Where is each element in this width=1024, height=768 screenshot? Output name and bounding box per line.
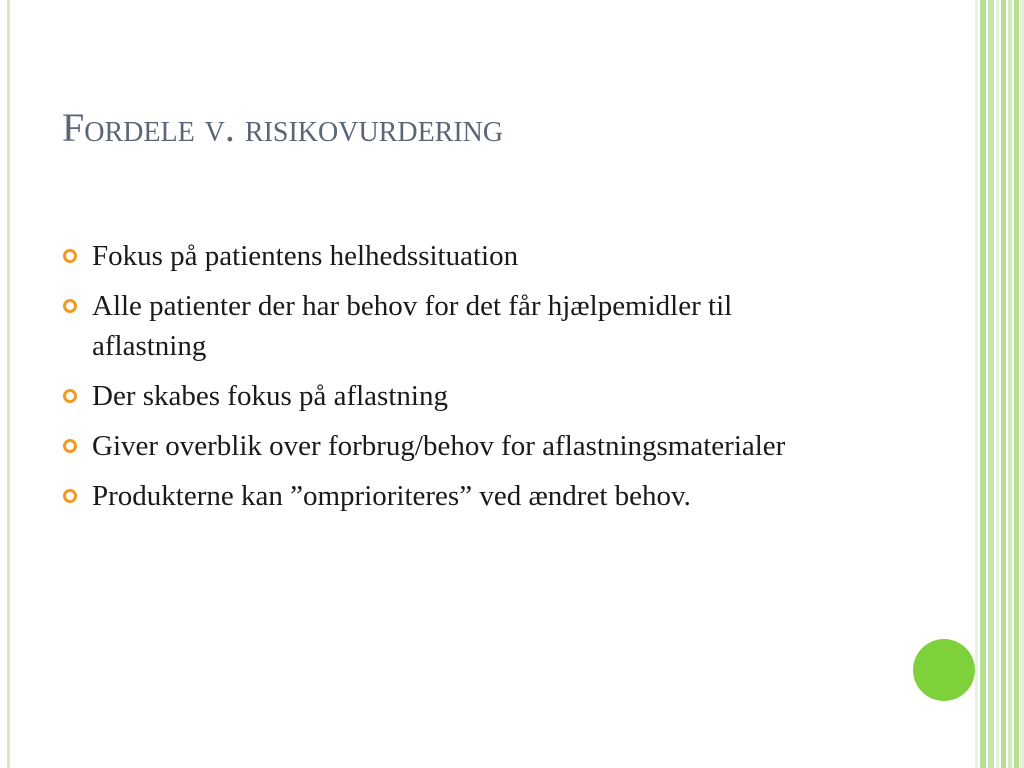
decorative-stripe — [1001, 0, 1006, 768]
bullet-marker-icon — [63, 249, 77, 263]
decorative-stripe — [1020, 0, 1024, 768]
decorative-stripe — [988, 0, 994, 768]
bullet-text: Alle patienter der har behov for det får hjælpemidler til aflastning — [92, 290, 733, 362]
bullet-text: Produkterne kan ”omprioriteres” ved ændret behov. — [92, 480, 691, 512]
bullet-text: Fokus på patientens helhedssituation — [92, 240, 519, 272]
bullet-text: Giver overblik over forbrug/behov for aflastningsmaterialer — [92, 430, 786, 462]
bullet-item — [62, 426, 842, 466]
bullet-item — [62, 376, 842, 416]
decorative-stripe — [996, 0, 999, 768]
decorative-stripe — [1014, 0, 1019, 768]
decorative-green-circle — [913, 639, 975, 701]
bullet-marker-icon — [63, 299, 77, 313]
decorative-stripe — [1008, 0, 1012, 768]
bullet-marker-icon — [63, 389, 77, 403]
bullet-item — [62, 286, 842, 366]
bullet-item — [62, 476, 842, 516]
left-border-line — [7, 0, 10, 768]
bullet-marker-icon — [63, 439, 77, 453]
decorative-stripe — [975, 0, 978, 768]
bullet-text: Der skabes fokus på aflastning — [92, 380, 448, 412]
slide-title: Fordele v. risikovurdering — [62, 105, 504, 150]
bullet-marker-icon — [63, 489, 77, 503]
bullet-item — [62, 236, 842, 276]
bullet-list — [62, 236, 842, 526]
decorative-stripe — [980, 0, 986, 768]
